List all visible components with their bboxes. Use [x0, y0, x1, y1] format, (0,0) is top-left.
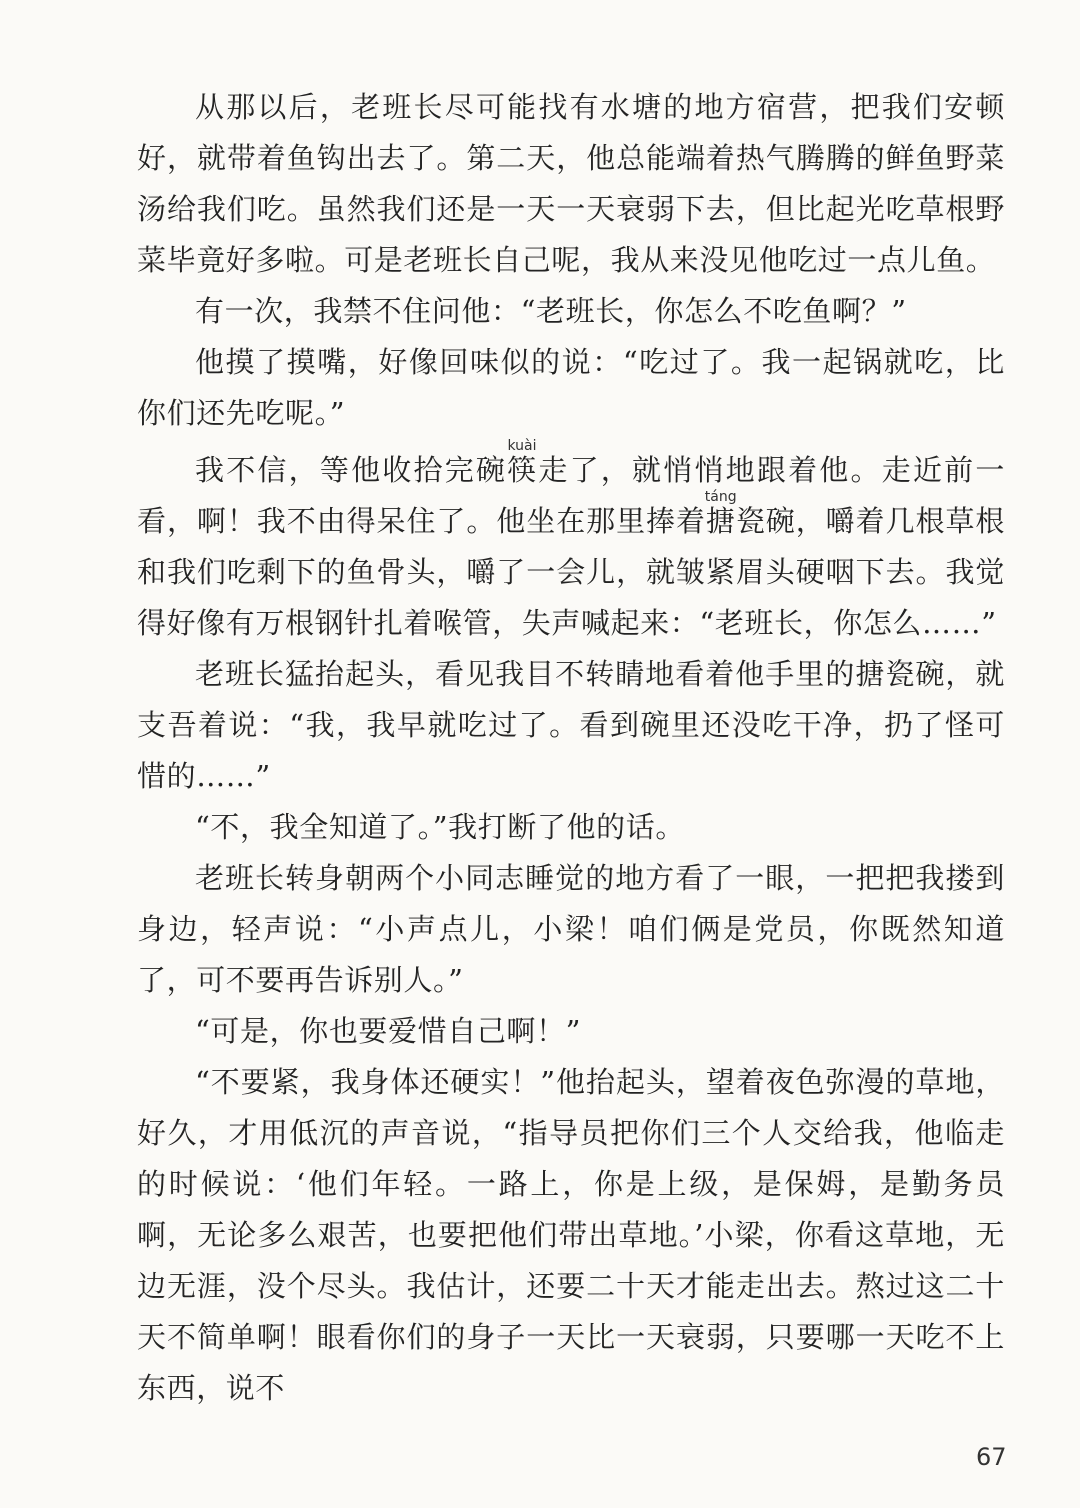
paragraph-4-segment-1: 我不信，等他收拾完碗	[195, 453, 508, 487]
paragraph-3: 他摸了摸嘴，好像回味似的说：“吃过了。我一起锅就吃，比你们还先吃呢。”	[137, 345, 1005, 430]
ruby-tang	[704, 489, 737, 538]
ruby-kuai	[507, 438, 539, 487]
paragraph-9: “不要紧，我身体还硬实！”他抬起头，望着夜色弥漫的草地，好久，才用低沉的声音说，“指导员把你们三个人交给我，他临走的时候说：‘他们年轻。一路上，你是上级，是保姆，是勤务员啊，无论多么艰苦，也要把他们带出草地。’小梁，你看这草地，无边无涯，没个尽头。我估计，还要二十天才能走出去。熬过这二十天不简单啊！眼看你们的身子一天比一天衰弱，只要哪一天吃不上东西，说不	[137, 1065, 1005, 1405]
paragraph-1: 从那以后，老班长尽可能找有水塘的地方宿营，把我们安顿好，就带着鱼钩出去了。第二天，他总能端着热气腾腾的鲜鱼野菜汤给我们吃。虽然我们还是一天一天衰弱下去，但比起光吃草根野菜毕竟好多啦。可是老班长自己呢，我从来没见他吃过一点儿鱼。	[137, 90, 1005, 277]
pinyin-tang: táng	[704, 489, 737, 505]
ruby-kuai-base: 筷	[507, 453, 539, 487]
paragraph-6: “不，我全知道了。”我打断了他的话。	[195, 810, 685, 844]
paragraph-7: 老班长转身朝两个小同志睡觉的地方看了一眼，一把把我搂到身边，轻声说：“小声点儿，小梁！咱们俩是党员，你既然知道了，可不要再告诉别人。”	[137, 861, 1005, 997]
paragraph-5: 老班长猛抬起头，看见我目不转睛地看着他手里的搪瓷碗，就支吾着说：“我，我早就吃过了。看到碗里还没吃干净，扔了怪可惜的……”	[137, 657, 1005, 793]
paragraph-2: 有一次，我禁不住问他：“老班长，你怎么不吃鱼啊？”	[195, 294, 907, 328]
body-text	[137, 82, 1005, 1414]
ruby-tang-base: 搪	[704, 504, 737, 538]
pinyin-kuai: kuài	[507, 438, 537, 454]
page-number: 67	[976, 1443, 1007, 1471]
paragraph-8: “可是，你也要爱惜自己啊！”	[195, 1014, 582, 1048]
paragraph-4-segment-3: 瓷碗，嚼着几根草根和我们吃剩下的鱼骨头，嚼了一会儿，就皱紧眉头硬咽下去。我觉得好像有万根钢针扎着喉管，失声喊起来：“老班长，你怎么……”	[137, 504, 1005, 640]
paragraph-4-segment-2: 走了，就悄悄地跟着他。走近前一看，啊！我不由得呆住了。他坐在那里捧着	[137, 453, 1005, 538]
paragraph-4	[137, 439, 1005, 649]
